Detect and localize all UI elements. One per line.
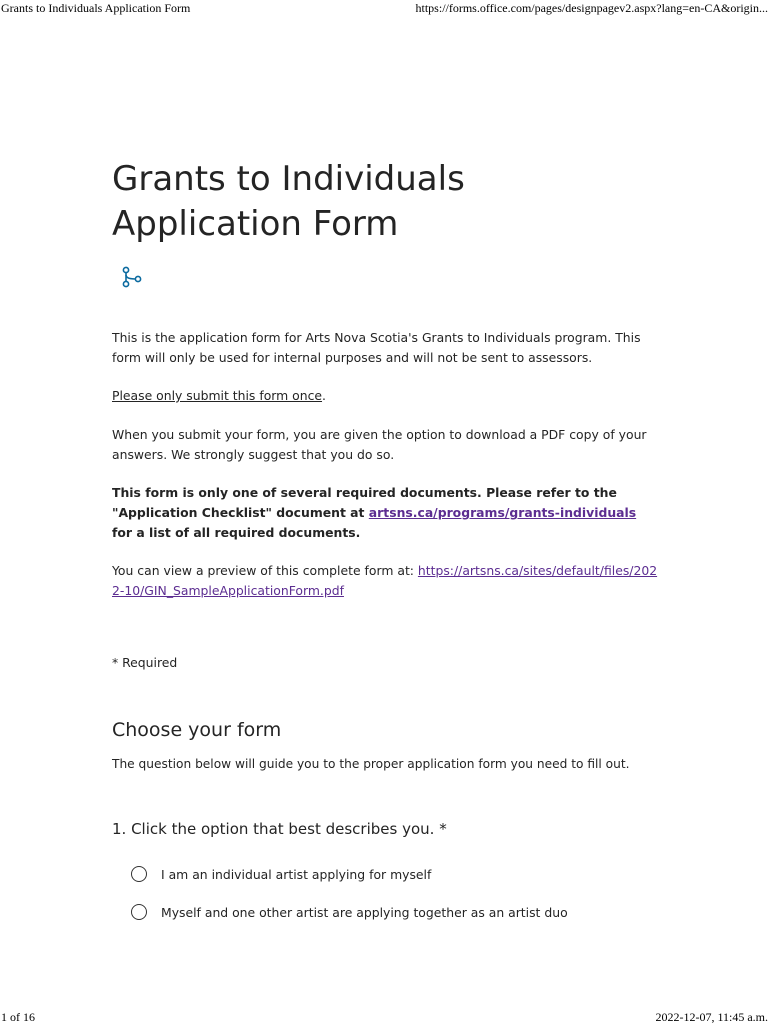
checklist-suffix: for a list of all required documents. xyxy=(112,525,361,540)
question-1-option-2[interactable] xyxy=(131,904,568,920)
question-1-option-1[interactable] xyxy=(131,866,431,882)
submit-once-period: . xyxy=(322,388,326,403)
option-label: I am an individual artist applying for myself xyxy=(161,866,432,882)
section-description: The question below will guide you to the proper application form you need to fill out. xyxy=(112,757,630,771)
question-1-label: 1. Click the option that best describes you. * xyxy=(112,820,447,838)
intro-text: This is the application form for Arts Nova Scotia's Grants to Individuals program. This form will only be used for internal purposes and will not be sent to assessors. xyxy=(112,330,641,365)
required-note: * Required xyxy=(112,655,178,670)
submit-once-text: Please only submit this form once xyxy=(112,388,323,403)
section-title: Choose your form xyxy=(112,719,282,741)
radio-button[interactable] xyxy=(131,904,147,920)
form-title: Grants to Individuals Application Form xyxy=(112,159,465,244)
checklist-prefix: This form is only one of several required documents. Please refer to the "Application Checklist" document at xyxy=(112,485,617,520)
radio-button[interactable] xyxy=(131,866,147,882)
submit-once-note xyxy=(112,386,660,406)
print-header-title: Grants to Individuals Application Form xyxy=(1,1,191,15)
checklist-link[interactable]: artsns.ca/programs/grants-individuals xyxy=(368,505,637,520)
option-label: Myself and one other artist are applying together as an artist duo xyxy=(161,904,568,920)
pdf-note: When you submit your form, you are given the option to download a PDF copy of your answers. We strongly suggest that you do so. xyxy=(112,427,647,462)
page-number: 1 of 16 xyxy=(1,1010,35,1024)
preview-link[interactable]: https://artsns.ca/sites/default/files/2022-10/GIN_SampleApplicationForm.pdf xyxy=(112,563,658,598)
print-header-url: https://forms.office.com/pages/designpagev2.aspx?lang=en-CA&origin... xyxy=(415,1,768,15)
preview-prefix: You can view a preview of this complete form at: xyxy=(112,563,418,578)
print-datetime: 2022-12-07, 11:45 a.m. xyxy=(655,1010,768,1024)
preview-note xyxy=(112,561,660,601)
checklist-note xyxy=(112,483,660,543)
branch-icon xyxy=(121,266,143,288)
